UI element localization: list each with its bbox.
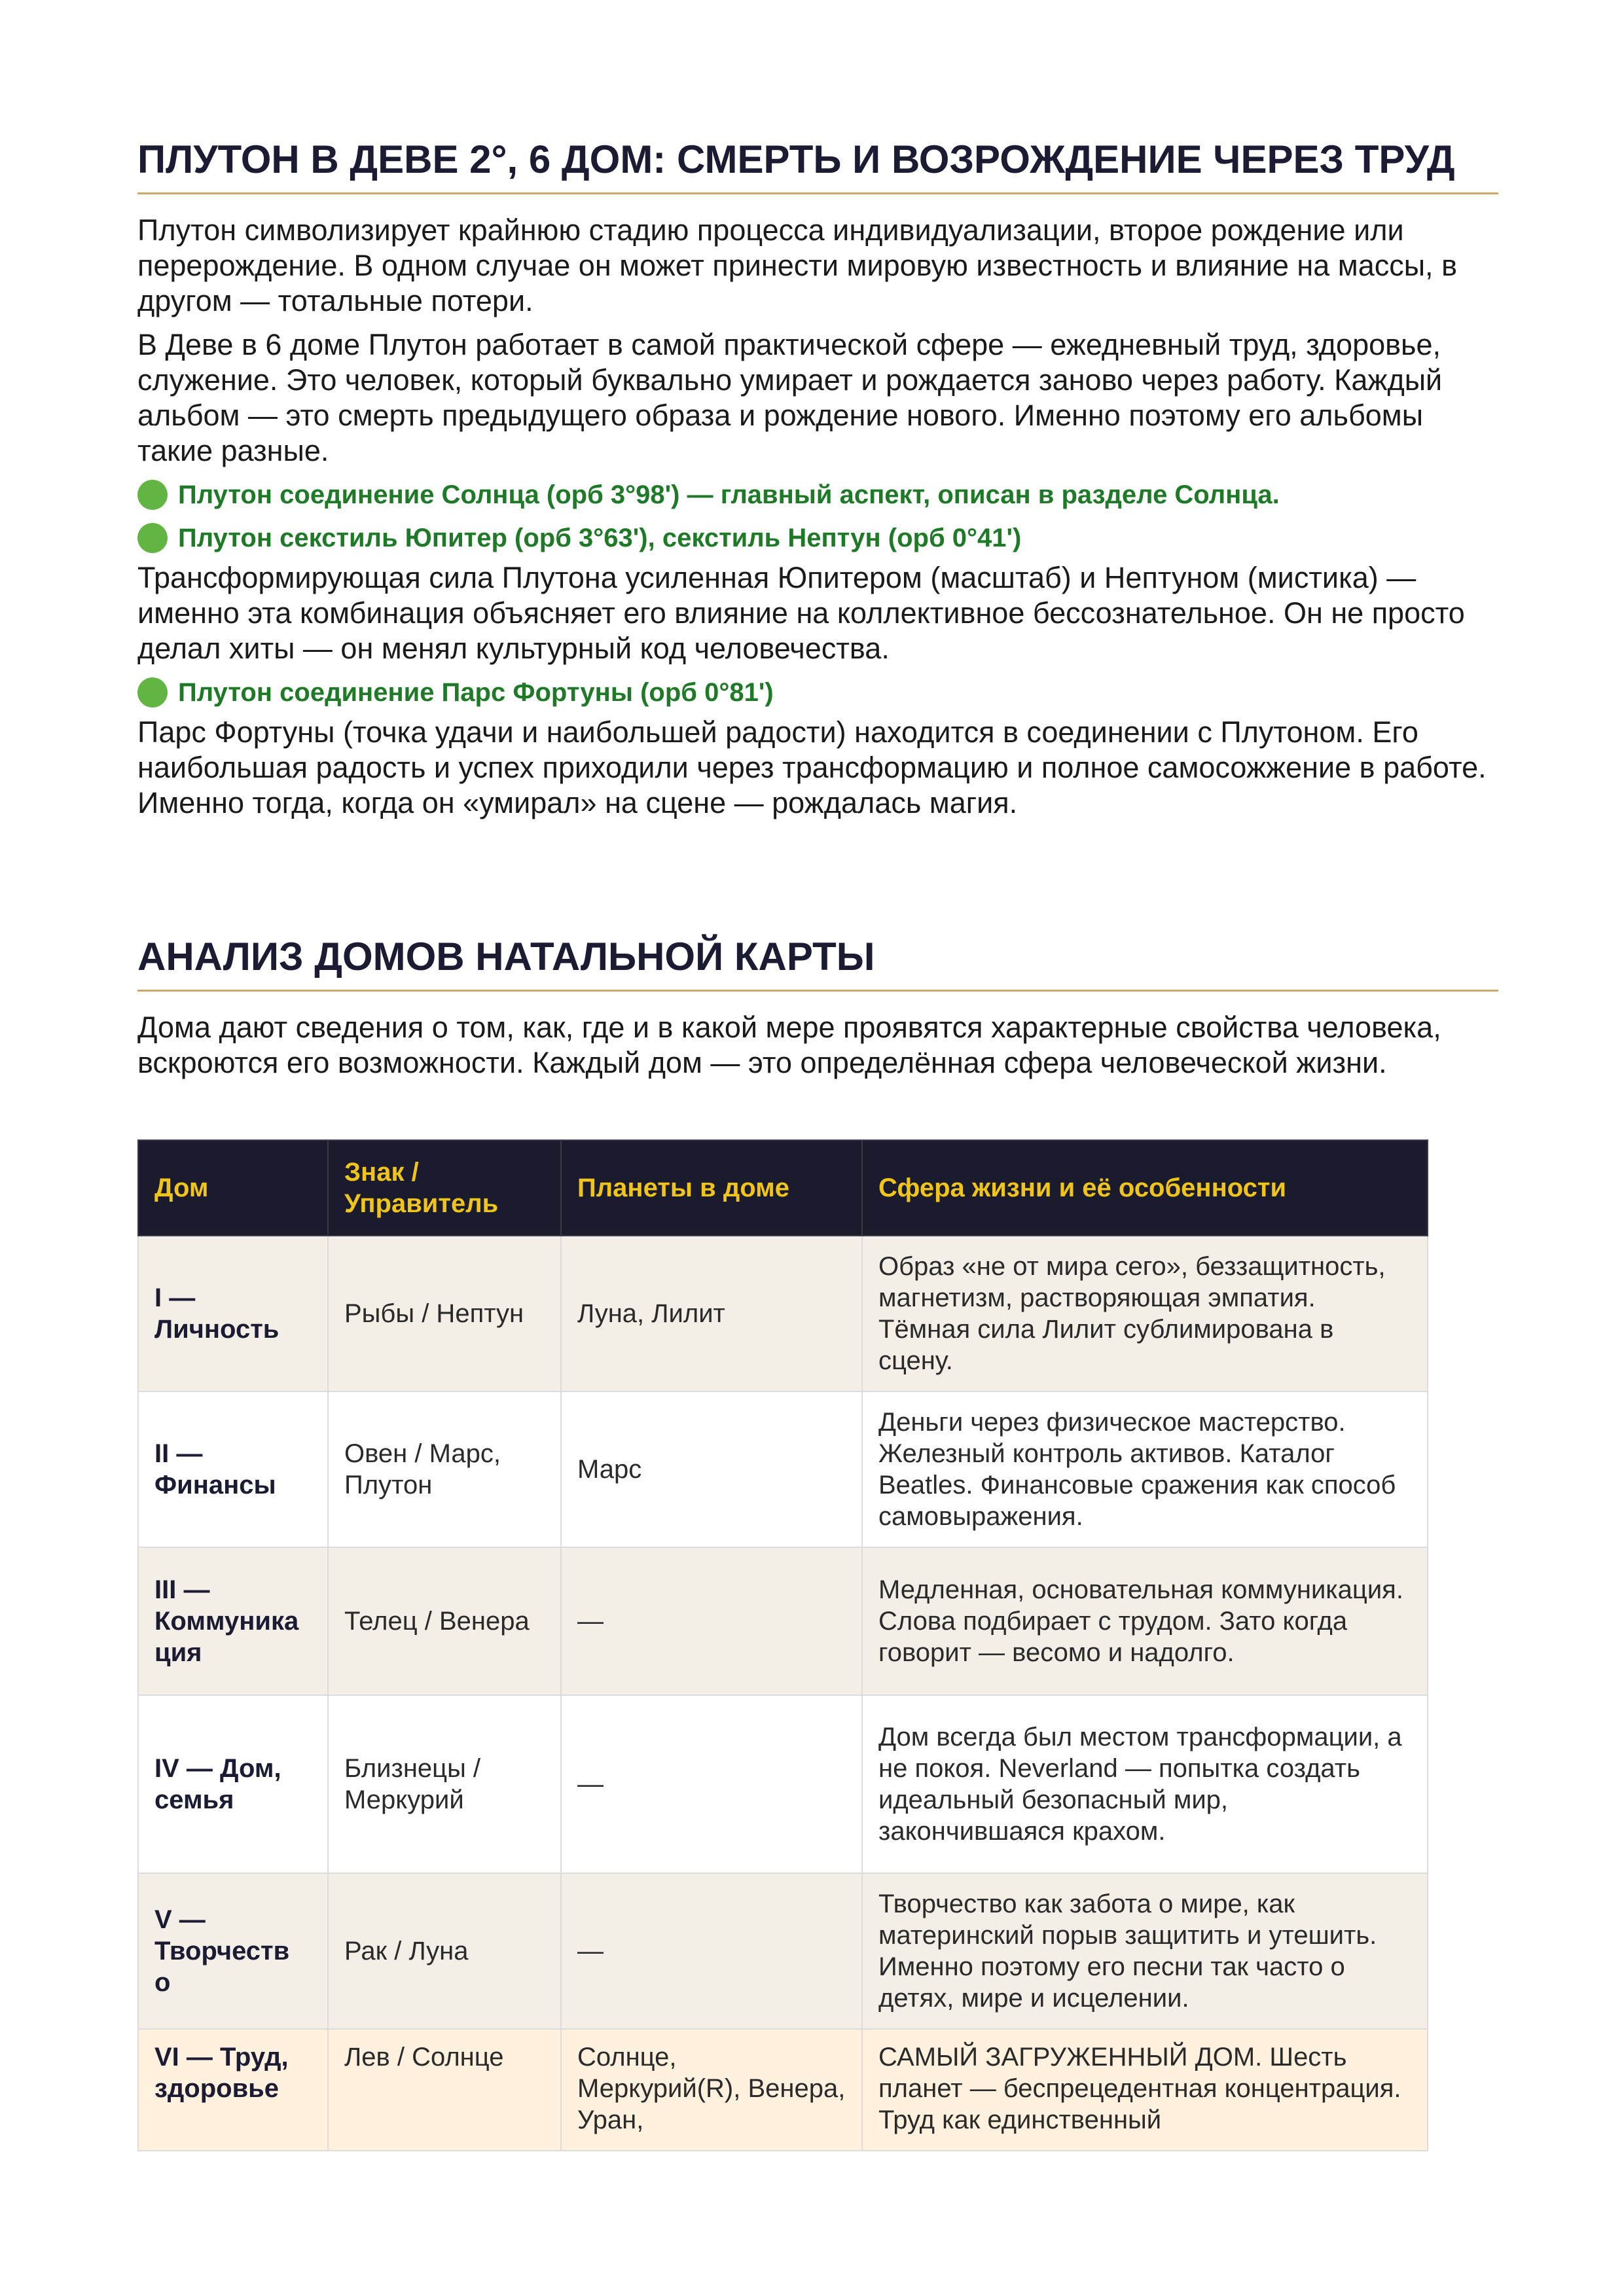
planets-cell: — [561, 1547, 862, 1695]
houses-intro: Дома дают сведения о том, как, где и в какой мере проявятся характерные свойства человека, вскроются его возможности. Каждый дом — это определённая сфера человеческой жизни. [137, 1011, 1441, 1079]
sphere-cell: Медленная, основательная коммуникация. Слова подбирает с трудом. Зато когда говорит — весомо и надолго. [862, 1547, 1428, 1695]
sign-cell [328, 2029, 561, 2151]
sphere-cell: Образ «не от мира сего», беззащитность, магнетизм, растворяющая эмпатия. Тёмная сила Лилит сублимирована в сцену. [862, 1236, 1428, 1391]
aspect-line [137, 675, 1498, 709]
column-header-planets: Планеты в доме [561, 1140, 862, 1236]
paragraph: В Деве в 6 доме Плутон работает в самой практической сфере — ежедневный труд, здоровье, служение. Это человек, который буквально умирает и рождается заново через работу. Каждый альбом — это смерть предыдущего образа и рождение нового. Именно поэтому его альбомы такие разные. [137, 328, 1443, 467]
sphere-cell [862, 2029, 1428, 2151]
paragraph: Парс Фортуны (точка удачи и наибольшей радости) находится в соединении с Плутоном. Его наибольшая радость и успех приходили через трансформацию и полное самосожжение в работе. Именно тогда, когда он «умирал» на сцене — рождалась магия. [137, 715, 1487, 819]
table-header-row [138, 1140, 1428, 1236]
section-title-pluto: ПЛУТОН В ДЕВЕ 2°, 6 ДОМ: СМЕРТЬ И ВОЗРОЖДЕНИЕ ЧЕРЕЗ ТРУД [137, 136, 1498, 194]
house-cell [138, 2029, 328, 2151]
aspect-line [137, 478, 1498, 512]
sphere-text: САМЫЙ ЗАГРУЖЕННЫЙ ДОМ. Шесть планет — беспрецедентная концентрация. Труд как единственный [878, 2043, 1401, 2134]
green-circle-icon [137, 523, 168, 553]
sphere-cell: Творчество как забота о мире, как материнский порыв защитить и утешить. Именно поэтому его песни так часто о детях, мире и исцелении. [862, 1873, 1428, 2029]
column-header-house: Дом [138, 1140, 328, 1236]
planets-cell: Луна, Лилит [561, 1236, 862, 1391]
paragraph: Трансформирующая сила Плутона усиленная Юпитером (масштаб) и Нептуном (мистика) — именно эта комбинация объясняет его влияние на коллективное бессознательное. Он не просто делал хиты — он менял культурный код человечества. [137, 561, 1465, 665]
sign-text: Лев / Солнце [344, 2043, 504, 2072]
house-cell: IV — Дом, семья [138, 1695, 328, 1873]
house-text: VI — Труд, здоровье [154, 2043, 289, 2103]
houses-table [137, 1139, 1428, 2151]
green-circle-icon [137, 677, 168, 708]
house-cell: III — Коммуника ция [138, 1547, 328, 1695]
paragraph: Плутон символизирует крайнюю стадию процесса индивидуализации, второе рождение или перерождение. В одном случае он может принести мировую известность и влияние на массы, в другом — тотальные потери. [137, 213, 1457, 317]
planets-cell: — [561, 1695, 862, 1873]
aspect-line [137, 521, 1498, 555]
sign-cell: Близнецы / Меркурий [328, 1695, 561, 1873]
planets-text: Солнце, Меркурий(R), Венера, Уран, [577, 2043, 846, 2134]
section-pluto-body [137, 213, 1498, 821]
section-title-houses: АНАЛИЗ ДОМОВ НАТАЛЬНОЙ КАРТЫ [137, 933, 1498, 992]
table-row [138, 1873, 1428, 2029]
table-row [138, 1547, 1428, 1695]
planets-cell [561, 2029, 862, 2151]
house-cell: V — Творчеств о [138, 1873, 328, 2029]
aspect-text: Плутон соединение Парс Фортуны (орб 0°81') [178, 678, 774, 707]
house-cell: I — Личность [138, 1236, 328, 1391]
planets-cell: Марс [561, 1391, 862, 1547]
column-header-sphere: Сфера жизни и её особенности [862, 1140, 1428, 1236]
table-row [138, 1391, 1428, 1547]
sign-cell: Рыбы / Нептун [328, 1236, 561, 1391]
document-page [137, 0, 1498, 2151]
sphere-cell: Дом всегда был местом трансформации, а не покоя. Neverland — попытка создать идеальный безопасный мир, закончившаяся крахом. [862, 1695, 1428, 1873]
table-row [138, 1236, 1428, 1391]
planets-cell: — [561, 1873, 862, 2029]
sign-cell: Рак / Луна [328, 1873, 561, 2029]
sign-cell: Овен / Марс, Плутон [328, 1391, 561, 1547]
table-row [138, 1695, 1428, 1873]
column-header-sign: Знак / Управитель [328, 1140, 561, 1236]
green-circle-icon [137, 480, 168, 510]
table-row-highlighted [138, 2029, 1428, 2151]
sphere-cell: Деньги через физическое мастерство. Железный контроль активов. Каталог Beatles. Финансовые сражения как способ самовыражения. [862, 1391, 1428, 1547]
house-cell: II — Финансы [138, 1391, 328, 1547]
sign-cell: Телец / Венера [328, 1547, 561, 1695]
aspect-text: Плутон соединение Солнца (орб 3°98') — главный аспект, описан в разделе Солнца. [178, 480, 1280, 509]
aspect-text: Плутон секстиль Юпитер (орб 3°63'), секстиль Нептун (орб 0°41') [178, 524, 1022, 552]
